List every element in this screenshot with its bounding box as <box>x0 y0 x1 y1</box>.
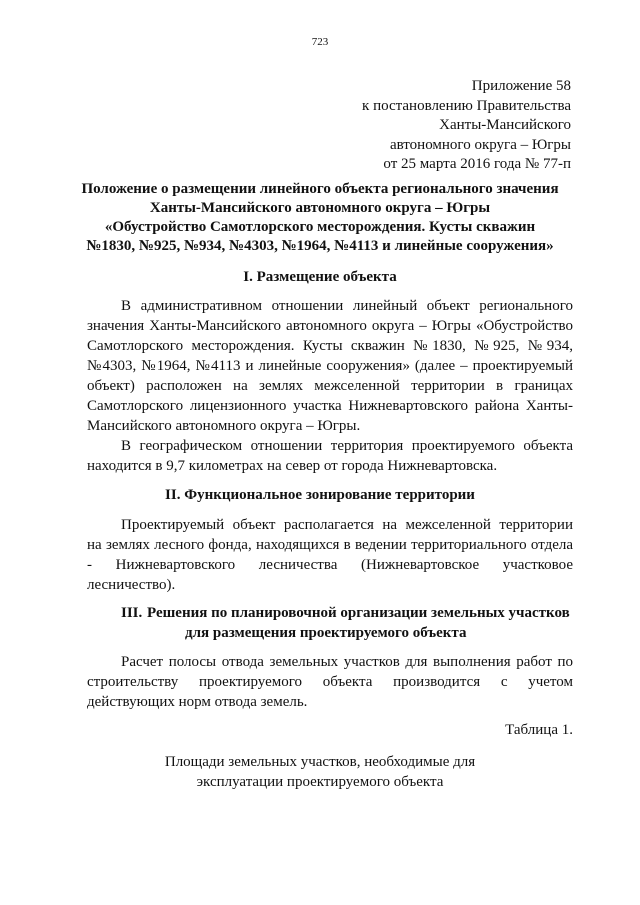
table-caption-line: Площади земельных участков, необходимые для <box>164 754 476 770</box>
section-1-heading: I. Размещение объекта <box>243 269 397 285</box>
appendix-line: Приложение 58 <box>471 78 571 94</box>
section-3-heading-line: Решения по планировочной организации земельных участков <box>147 605 570 621</box>
paragraph-line: Самотлорского месторождения. Кусты скважин №1830, №925, №934, <box>87 338 573 354</box>
document-title <box>60 180 580 256</box>
paragraph-line: В географическом отношении территория проектируемого объекта <box>121 438 573 454</box>
paragraph-line: Расчет полосы отвода земельных участков для выполнения работ по <box>121 654 573 670</box>
appendix-line: Ханты-Мансийского <box>439 117 571 133</box>
appendix-line: от 25 марта 2016 года № 77-п <box>383 156 571 172</box>
appendix-block <box>271 77 571 175</box>
paragraph-line: объект) расположен на землях межселенной территории в границах <box>87 378 573 394</box>
section-2-heading: II. Функциональное зонирование территории <box>165 487 475 503</box>
appendix-line: автономного округа – Югры <box>389 136 571 153</box>
table-label: Таблица 1. <box>505 722 573 738</box>
paragraph-line: Самотлорского лицензионного участка Нижневартовского района Ханты- <box>87 398 573 414</box>
paragraph-line: лесничество). <box>87 577 176 593</box>
section-3-heading-line: для размещения проектируемого объекта <box>185 625 467 641</box>
title-line: Положение о размещении линейного объекта регионального значения <box>81 181 559 197</box>
title-line: «Обустройство Самотлорского месторождения. Кусты скважин <box>104 219 536 235</box>
paragraph-line: строительству проектируемого объекта производится с учетом <box>87 674 573 690</box>
paragraph-line: В административном отношении линейный объект регионального <box>121 298 573 314</box>
title-line: Ханты-Мансийского автономного округа – Югры <box>149 200 491 216</box>
title-line: №1830, №925, №934, №4303, №1964, №4113 и линейные сооружения» <box>86 238 554 254</box>
paragraph-line: Проектируемый объект располагается на межселенной территории <box>121 517 573 533</box>
paragraph-line: - Нижневартовского лесничества (Нижневартовское участковое <box>87 557 573 573</box>
table-caption-line: эксплуатации проектируемого объекта <box>196 774 444 790</box>
paragraph-line: находится в 9,7 километрах на север от города Нижневартовска. <box>87 458 498 474</box>
paragraph-line: №4303, №1964, №4113 и линейные сооружения» (далее – проектируемый <box>87 358 573 374</box>
page-number: 723 <box>311 36 329 48</box>
paragraph-line: значения Ханты-Мансийского автономного округа – Югры «Обустройство <box>87 318 573 334</box>
appendix-line: к постановлению Правительства <box>362 97 571 114</box>
paragraph-line: действующих норм отвода земель. <box>87 694 308 710</box>
paragraph-line: Мансийского автономного округа – Югры. <box>87 418 361 434</box>
paragraph-line: на землях лесного фонда, находящихся в ведении территориального отдела <box>87 537 573 553</box>
section-3-heading-number: III. <box>121 605 143 621</box>
